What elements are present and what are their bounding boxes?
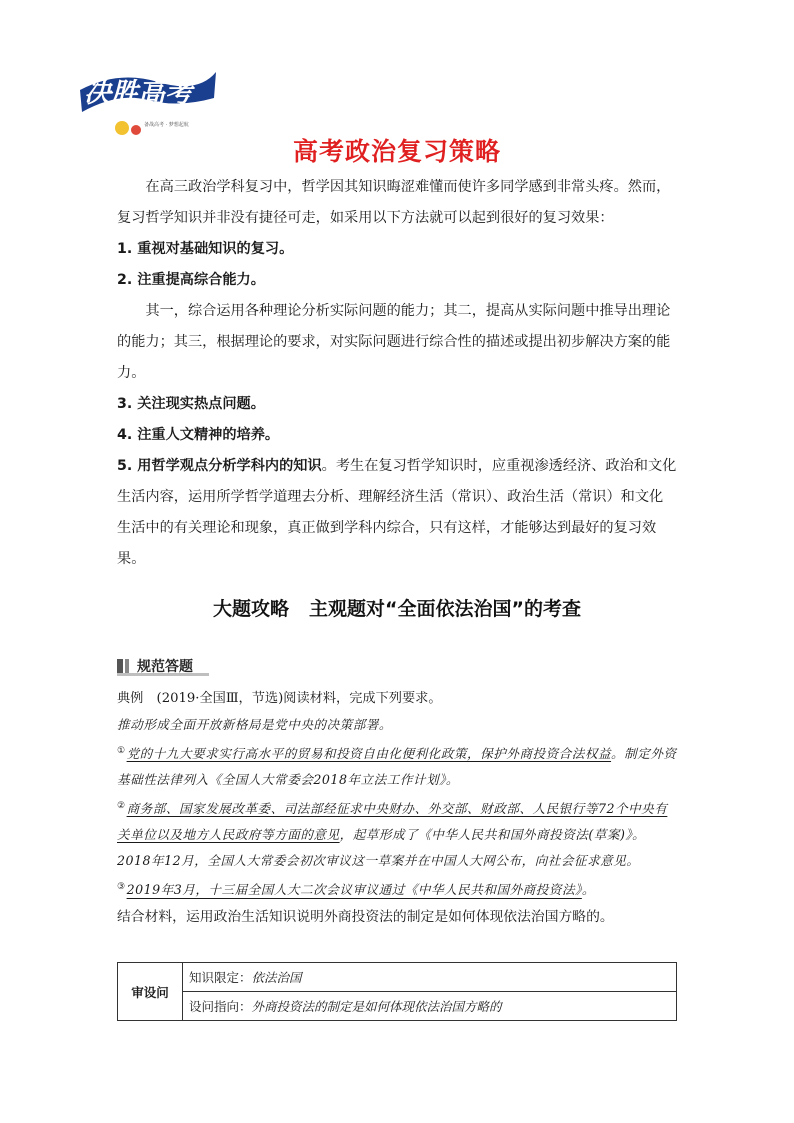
point-5 <box>117 451 677 575</box>
table-cell-knowledge <box>183 963 677 992</box>
material-1-underlined: 党的十九大要求实行高水平的贸易和投资自由化便利化政策，保护外商投资合法权益 <box>126 746 612 762</box>
material-2-underlined: 商务部、国家发展改革委、司法部经征求中央财办、外交部、财政部、人民银行等72个中央有关单位以及地方人民政府等方面的意见 <box>117 801 668 843</box>
material-1 <box>117 738 679 793</box>
material-3-rest: 。 <box>581 882 595 898</box>
spec-marker-icon <box>117 659 123 673</box>
direction-label: 设问指向： <box>189 999 252 1014</box>
knowledge-label: 知识限定： <box>189 970 252 985</box>
direction-value: 外商投资法的制定是如何体现依法治国方略的 <box>251 999 502 1014</box>
material-3 <box>117 874 679 903</box>
spec-header <box>117 656 417 676</box>
table-row <box>118 992 677 1021</box>
point-2: 2. 注重提高综合能力。 <box>117 272 265 288</box>
table-header-cell: 审设问 <box>118 963 183 1021</box>
material-2-rest: ，起草形成了《中华人民共和国外商投资法(草案)》。 <box>339 827 646 843</box>
intro-paragraph: 在高三政治学科复习中，哲学因其知识晦涩难懂而使许多同学感到非常头疼。然而，复习哲学知识并非没有捷径可走，如采用以下方法就可以起到很好的复习效果： <box>117 179 671 226</box>
marker-1: ① <box>117 746 126 756</box>
page-title: 高考政治复习策略 <box>292 137 501 166</box>
table-cell-direction <box>183 992 677 1021</box>
section-title-b: 主观题对“全面依法治国”的考查 <box>309 598 581 620</box>
point-1: 1. 重视对基础知识的复习。 <box>117 241 294 257</box>
analysis-table <box>117 962 677 1021</box>
question-text: 结合材料，运用政治生活知识说明外商投资法的制定是如何体现依法治国方略的。 <box>117 908 614 925</box>
point-3: 3. 关注现实热点问题。 <box>117 396 265 412</box>
knowledge-value: 依法治国 <box>251 970 302 985</box>
marker-2: ② <box>117 801 126 812</box>
example-lead: 典例 (2019·全国Ⅲ，节选)阅读材料，完成下列要求。 <box>117 691 442 706</box>
logo-tagline: 备战高考 · 梦想起航 <box>144 122 189 128</box>
point-5-heading: 5. 用哲学观点分析学科内的知识 <box>117 458 322 474</box>
spec-marker-icon-2 <box>125 659 129 673</box>
marker-3: ③ <box>117 882 126 893</box>
intro-content <box>117 172 677 575</box>
logo-text: 决胜高考 <box>84 78 192 109</box>
point-4: 4. 注重人文精神的培养。 <box>117 427 280 443</box>
material-3-underlined: 2019年3月，十三届全国人大二次会议审议通过《中华人民共和国外商投资法》 <box>126 882 582 898</box>
section-title <box>0 594 794 621</box>
material-line-4: 2018年12月，全国人大常委会初次审议这一草案并在中国人大网公布，向社会征求意见。 <box>117 853 640 869</box>
material-2 <box>117 793 679 848</box>
table-row <box>118 963 677 992</box>
point-2-detail: 其一，综合运用各种理论分析实际问题的能力；其二，提高从实际问题中推导出理论的能力；其三，根据理论的要求，对实际问题进行综合性的描述或提出初步解决方案的能力。 <box>117 303 671 381</box>
example-block <box>117 686 679 930</box>
spec-label: 规范答题 <box>137 659 193 675</box>
point-5-body: 。考生在复习哲学知识时，应重视渗透经济、政治和文化生活内容，运用所学哲学道理去分析、理解经济生活（常识）、政治生活（常识）和文化生活中的有关理论和现象，真正做到学科内综合，只有这样，才能够达到最好的复习效果。 <box>117 458 677 567</box>
material-1-rest: 。制定外资基础性法律列入《全国人大常委会2018年立法工作计划》。 <box>117 746 677 788</box>
material-line-1: 推动形成全面开放新格局是党中央的决策部署。 <box>117 717 392 732</box>
section-title-a: 大题攻略 <box>213 598 290 620</box>
